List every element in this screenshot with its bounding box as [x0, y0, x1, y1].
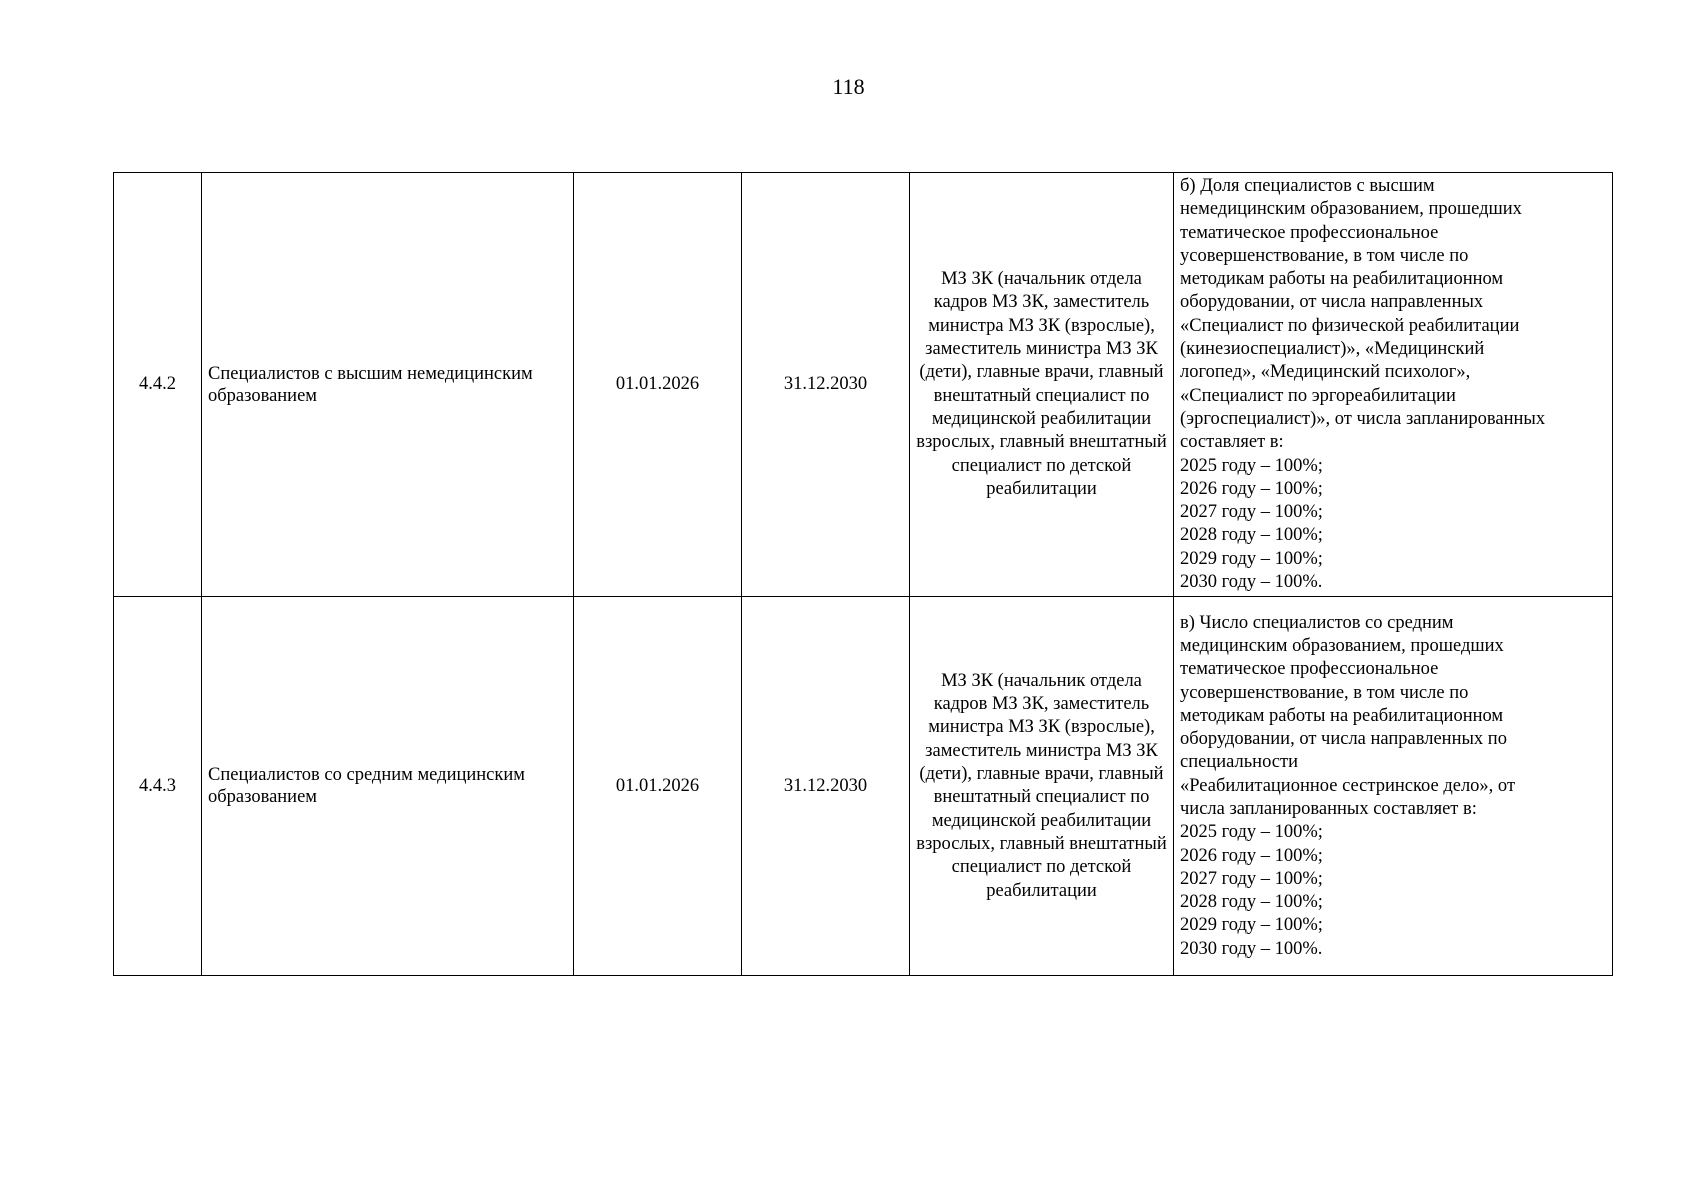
measures-table: [113, 172, 1613, 976]
item-number: 4.4.3: [114, 597, 202, 976]
item-name: Специалистов со средним медицинским образованием: [202, 597, 574, 976]
start-date: 01.01.2026: [574, 173, 742, 597]
item-number: 4.4.2: [114, 173, 202, 597]
table-row: [114, 173, 1613, 597]
end-date: 31.12.2030: [742, 173, 910, 597]
table-row: [114, 597, 1613, 976]
responsible: МЗ ЗК (начальник отдела кадров МЗ ЗК, заместитель министра МЗ ЗК (взрослые), заместитель министра МЗ ЗК (дети), главные врачи, главный внештатный специалист по медицинской реабилитации взрослых, главный внештатный специалист по детской реабилитации: [910, 173, 1174, 597]
indicator: в) Число специалистов со средним медицинским образованием, прошедших тематическое профессиональное усовершенствование, в том числе по методикам работы на реабилитационном оборудовании, от числа направленных по специальности «Реабилитационное сестринское дело», от числа запланированных составляет в: 2025 году – 100%; 2026 году – 100%; 2027 году – 100%; 2028 году – 100%; 2029 году – 100%; 2030 году – 100%.: [1174, 597, 1613, 976]
page-number: 118: [832, 74, 865, 99]
indicator: б) Доля специалистов с высшим немедицинским образованием, прошедших тематическое профессиональное усовершенствование, в том числе по методикам работы на реабилитационном оборудовании, от числа направленных «Специалист по физической реабилитации (кинезиоспециалист)», «Медицинский логопед», «Медицинский психолог», «Специалист по эргореабилитации (эргоспециалист)», от числа запланированных составляет в: 2025 году – 100%; 2026 году – 100%; 2027 году – 100%; 2028 году – 100%; 2029 году – 100%; 2030 году – 100%.: [1174, 173, 1613, 597]
end-date: 31.12.2030: [742, 597, 910, 976]
item-name: Специалистов с высшим немедицинским образованием: [202, 173, 574, 597]
start-date: 01.01.2026: [574, 597, 742, 976]
responsible: МЗ ЗК (начальник отдела кадров МЗ ЗК, заместитель министра МЗ ЗК (взрослые), заместитель министра МЗ ЗК (дети), главные врачи, главный внештатный специалист по медицинской реабилитации взрослых, главный внештатный специалист по детской реабилитации: [910, 597, 1174, 976]
